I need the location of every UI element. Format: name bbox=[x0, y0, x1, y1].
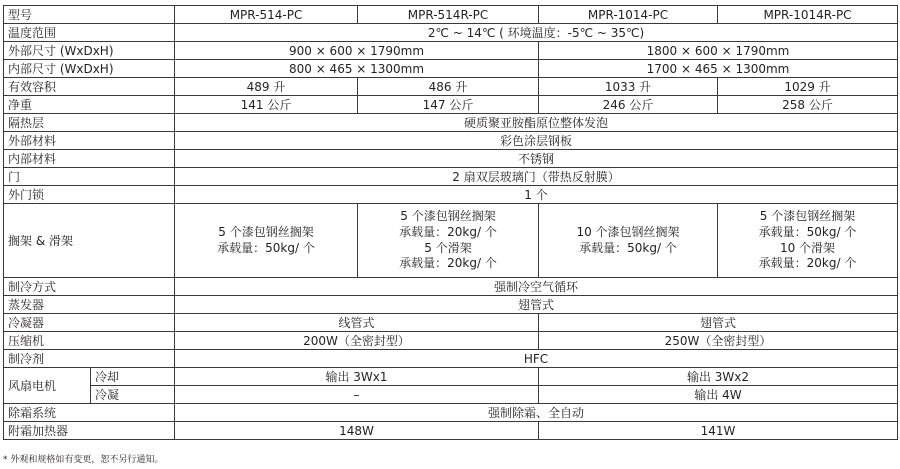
insulation-row bbox=[4, 114, 898, 132]
interior-value: 不锈钢 bbox=[175, 150, 898, 168]
compressor-row bbox=[4, 332, 898, 350]
compressor-large: 250W（全密封型） bbox=[539, 332, 898, 350]
weight-value: 141 公斤 bbox=[175, 96, 358, 114]
exterior-label: 外部材料 bbox=[4, 132, 175, 150]
shelves-514pc bbox=[175, 204, 358, 278]
shelf-line: 5 个漆包钢丝搁架 bbox=[218, 224, 314, 239]
cooling-row bbox=[4, 278, 898, 296]
exterior-value: 彩色涂层钢板 bbox=[175, 132, 898, 150]
shelf-line: 承载量：50kg/ 个 bbox=[758, 224, 857, 239]
shelf-line: 10 个漆包钢丝搁架 bbox=[576, 224, 680, 239]
shelf-line: 10 个滑架 bbox=[779, 240, 836, 255]
fan-cool-label: 冷却 bbox=[91, 368, 175, 386]
lock-value: 1 个 bbox=[175, 186, 898, 204]
shelves-1014pc bbox=[539, 204, 718, 278]
volume-value: 486 升 bbox=[358, 78, 539, 96]
volume-label: 有效容积 bbox=[4, 78, 175, 96]
volume-value: 1029 升 bbox=[718, 78, 898, 96]
temp-row bbox=[4, 24, 898, 42]
model-label: 型号 bbox=[4, 6, 175, 24]
cooling-value: 强制冷空气循环 bbox=[175, 278, 898, 296]
model-row bbox=[4, 6, 898, 24]
model-1014pc: MPR-1014-PC bbox=[539, 6, 718, 24]
volume-row bbox=[4, 78, 898, 96]
ext-dim-small: 900 × 600 × 1790mm bbox=[175, 42, 539, 60]
volume-value: 489 升 bbox=[175, 78, 358, 96]
shelf-line: 5 个滑架 bbox=[424, 240, 472, 255]
compressor-label: 压缩机 bbox=[4, 332, 175, 350]
weight-label: 净重 bbox=[4, 96, 175, 114]
model-514rpc: MPR-514R-PC bbox=[358, 6, 539, 24]
evaporator-row bbox=[4, 296, 898, 314]
weight-value: 246 公斤 bbox=[539, 96, 718, 114]
interior-label: 内部材料 bbox=[4, 150, 175, 168]
condenser-large: 翅管式 bbox=[539, 314, 898, 332]
exterior-row bbox=[4, 132, 898, 150]
defrost-value: 强制除霜、全自动 bbox=[175, 404, 898, 422]
fan-cond-label: 冷凝 bbox=[91, 386, 175, 404]
weight-row bbox=[4, 96, 898, 114]
heater-row bbox=[4, 422, 898, 440]
lock-label: 外门锁 bbox=[4, 186, 175, 204]
int-dim-large: 1700 × 465 × 1300mm bbox=[539, 60, 898, 78]
door-value: 2 扇双层玻璃门（带热反射膜） bbox=[175, 168, 898, 186]
condenser-small: 线管式 bbox=[175, 314, 539, 332]
shelves-label: 搁架 & 滑架 bbox=[4, 204, 175, 278]
evaporator-label: 蒸发器 bbox=[4, 296, 175, 314]
volume-value: 1033 升 bbox=[539, 78, 718, 96]
shelf-line: 5 个漆包钢丝搁架 bbox=[759, 209, 856, 224]
shelf-line: 承载量：50kg/ 个 bbox=[217, 240, 315, 255]
refrigerant-row bbox=[4, 350, 898, 368]
footnote: * 外观和规格如有变更，恕不另行通知。 bbox=[3, 455, 164, 465]
shelves-514rpc bbox=[358, 204, 539, 278]
fan-cond-small: – bbox=[175, 386, 539, 404]
model-514pc: MPR-514-PC bbox=[175, 6, 358, 24]
insulation-value: 硬质聚亚胺酯原位整体发泡 bbox=[175, 114, 898, 132]
ext-dim-row bbox=[4, 42, 898, 60]
weight-value: 147 公斤 bbox=[358, 96, 539, 114]
temp-value: 2℃ ~ 14℃ ( 环境温度：-5℃ ~ 35℃) bbox=[175, 24, 898, 42]
shelves-row bbox=[4, 204, 898, 278]
condenser-label: 冷凝器 bbox=[4, 314, 175, 332]
fan-cond-row bbox=[4, 386, 898, 404]
int-dim-small: 800 × 465 × 1300mm bbox=[175, 60, 539, 78]
refrigerant-label: 制冷剂 bbox=[4, 350, 175, 368]
weight-value: 258 公斤 bbox=[718, 96, 898, 114]
lock-row bbox=[4, 186, 898, 204]
shelf-line: 5 个漆包钢丝搁架 bbox=[400, 209, 496, 224]
cooling-label: 制冷方式 bbox=[4, 278, 175, 296]
shelf-line: 承载量：20kg/ 个 bbox=[399, 224, 497, 239]
compressor-small: 200W（全密封型） bbox=[175, 332, 539, 350]
defrost-label: 除霜系统 bbox=[4, 404, 175, 422]
fan-cool-row bbox=[4, 368, 898, 386]
heater-small: 148W bbox=[175, 422, 539, 440]
fan-cond-large: 输出 4W bbox=[539, 386, 898, 404]
ext-dim-large: 1800 × 600 × 1790mm bbox=[539, 42, 898, 60]
shelves-1014rpc bbox=[718, 204, 898, 278]
heater-label: 附霜加热器 bbox=[4, 422, 175, 440]
spec-table bbox=[3, 5, 898, 440]
defrost-row bbox=[4, 404, 898, 422]
insulation-label: 隔热层 bbox=[4, 114, 175, 132]
evaporator-value: 翅管式 bbox=[175, 296, 898, 314]
int-dim-row bbox=[4, 60, 898, 78]
model-1014rpc: MPR-1014R-PC bbox=[718, 6, 898, 24]
temp-label: 温度范围 bbox=[4, 24, 175, 42]
ext-dim-label: 外部尺寸 (WxDxH) bbox=[4, 42, 175, 60]
door-label: 门 bbox=[4, 168, 175, 186]
condenser-row bbox=[4, 314, 898, 332]
shelf-line: 承载量：20kg/ 个 bbox=[758, 256, 857, 271]
fan-label: 风扇电机 bbox=[4, 368, 91, 404]
shelf-line: 承载量：20kg/ 个 bbox=[399, 256, 497, 271]
heater-large: 141W bbox=[539, 422, 898, 440]
fan-cool-large: 输出 3Wx2 bbox=[539, 368, 898, 386]
int-dim-label: 内部尺寸 (WxDxH) bbox=[4, 60, 175, 78]
shelf-line: 承载量：50kg/ 个 bbox=[579, 240, 677, 255]
interior-row bbox=[4, 150, 898, 168]
door-row bbox=[4, 168, 898, 186]
refrigerant-value: HFC bbox=[175, 350, 898, 368]
fan-cool-small: 输出 3Wx1 bbox=[175, 368, 539, 386]
